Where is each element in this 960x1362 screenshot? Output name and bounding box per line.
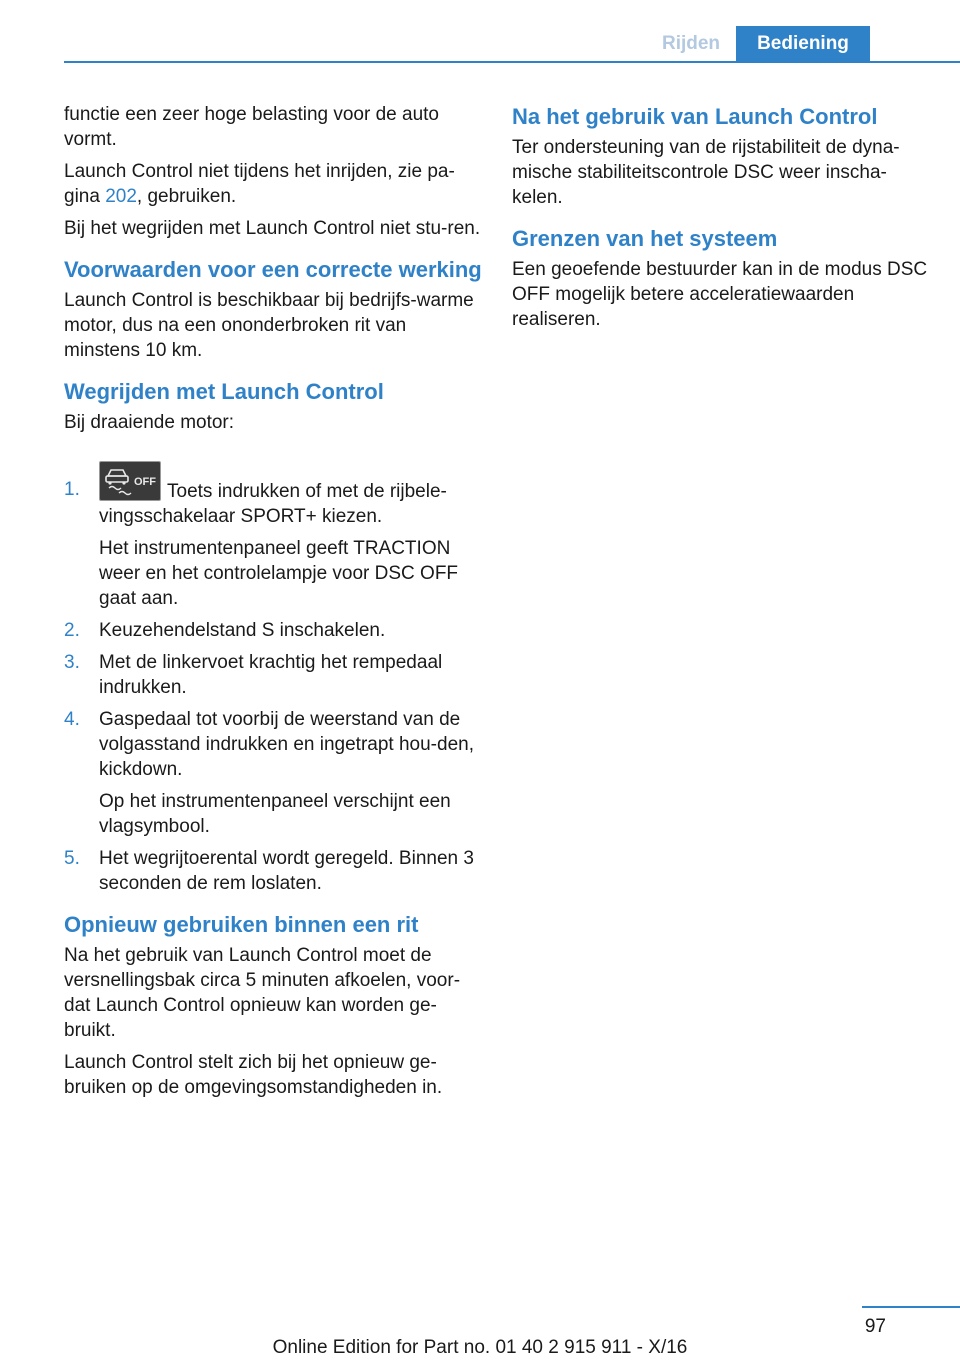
heading-na-gebruik: Na het gebruik van Launch Control xyxy=(512,104,878,129)
list-item: 5. Het wegrijtoerental wordt geregeld. Binnen 3 seconden de rem loslaten. xyxy=(64,848,474,894)
heading-opnieuw: Opnieuw gebruiken binnen een rit xyxy=(64,912,419,937)
list-item: 2. Keuzehendelstand S inschakelen. xyxy=(64,620,386,641)
left-column xyxy=(64,102,482,1107)
list-item: 4. Gaspedaal tot voorbij de weerstand van de volgasstand indrukken en ingetrapt hou‐den, kickdown. Op het instrumentenpaneel verschijnt een vlagsymbool. xyxy=(64,709,474,837)
paragraph: Bij draaiende motor: xyxy=(64,412,235,433)
right-column xyxy=(512,102,932,339)
footer-rule xyxy=(862,1306,960,1308)
step-number: 5. xyxy=(64,848,80,869)
steps-list xyxy=(64,451,482,896)
step-number: 1. xyxy=(64,479,80,500)
heading-voorwaarden: Voorwaarden voor een correcte werking xyxy=(64,257,482,282)
paragraph: Na het gebruik van Launch Control moet de versnellingsbak circa 5 minuten afkoelen, voor‐dat Launch Control opnieuw kan worden ge‐bruikt. xyxy=(64,945,461,1041)
dsc-off-icon xyxy=(99,461,161,501)
list-item: 3. Met de linkervoet krachtig het rempedaal indrukken. xyxy=(64,652,443,698)
heading-wegrijden: Wegrijden met Launch Control xyxy=(64,379,384,404)
step-number: 3. xyxy=(64,652,80,673)
list-item: 1. OFF Toets indrukken of met de rijbele‐vingsschakelaar SPORT+ kiezen. Het instrumentenpaneel geeft TRACTION weer en het controlelampje voor DSC OFF gaat aan. xyxy=(64,451,482,611)
paragraph: functie een zeer hoge belasting voor de auto vormt. xyxy=(64,104,439,150)
heading-grenzen: Grenzen van het systeem xyxy=(512,226,778,251)
tab-rijden[interactable]: Rijden xyxy=(646,26,736,61)
page-number: 97 xyxy=(864,1316,886,1337)
page-link-202[interactable]: 202 xyxy=(105,186,137,207)
svg-text:OFF: OFF xyxy=(134,476,156,488)
step-number: 4. xyxy=(64,709,80,730)
paragraph: Bij het wegrijden met Launch Control niet stu‐ren. xyxy=(64,218,481,239)
header-rule xyxy=(64,61,960,63)
paragraph: Launch Control is beschikbaar bij bedrijfs‐warme motor, dus na een ononderbroken rit van minstens 10 km. xyxy=(64,290,474,361)
tab-bediening[interactable]: Bediening xyxy=(736,26,870,61)
paragraph: Launch Control niet tijdens het inrijden, zie pa‐gina 202, gebruiken. xyxy=(64,161,455,207)
step-number: 2. xyxy=(64,620,80,641)
paragraph: Launch Control stelt zich bij het opnieuw ge‐bruiken op de omgevingsomstandigheden in. xyxy=(64,1052,443,1098)
paragraph: Ter ondersteuning van de rijstabiliteit de dyna‐mische stabiliteitscontrole DSC weer inscha‐kelen. xyxy=(512,137,900,208)
edition-footer: Online Edition for Part no. 01 40 2 915 911 - X/16 xyxy=(272,1337,688,1358)
paragraph: Een geoefende bestuurder kan in de modus DSC OFF mogelijk betere acceleratiewaarden realiseren. xyxy=(512,259,928,330)
